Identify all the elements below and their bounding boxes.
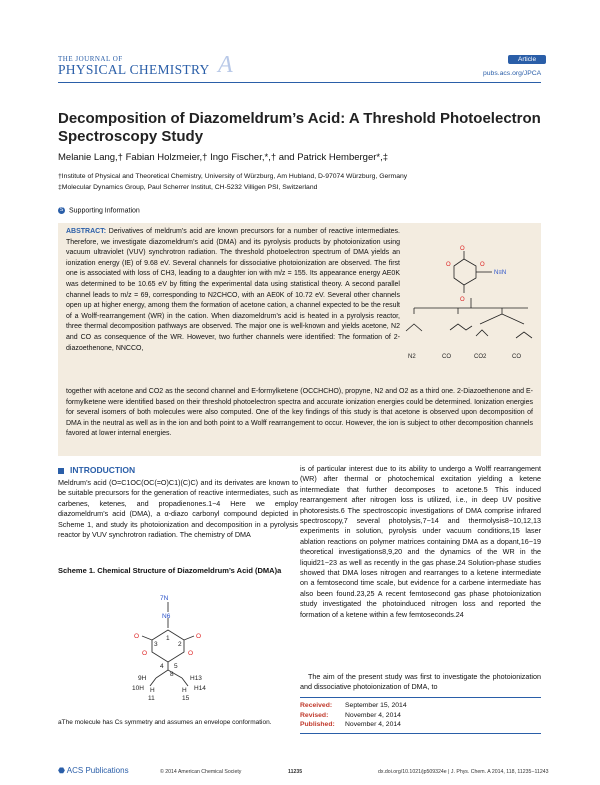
- svg-text:O: O: [446, 262, 451, 268]
- graphic-label-4: CO: [512, 354, 521, 360]
- atom-label: O: [196, 633, 202, 640]
- article-badge: Article: [508, 55, 546, 64]
- atom-label: 3: [154, 641, 158, 648]
- intro-column-2: is of particular interest due to its ability to undergo a Wolff rearrangement (WR) after thermal or photochemical excitation yielding a ketene intermediate that further decomposes to acetone.5 This induced rearrangement after nitrogen loss is utilized, i.e., in deep UV positive photoresists.6 The spectroscopic investigations of DMA comprise infrared spectroscopy,7 several photolysis,7−14 and thermolysis8−10,12,13 experiments in solution, pyrolysis under vacuum conditions,15 laser ablation reactions on polymer matrices containing DMA as a dopant,16−19 theoretical investigations8,9,20 and the dynamics of the WR in the liquid21−23 as well as recently in the gas phase.24 Solution-phase studies showed that DMA loses nitrogen and rearranges to a ketene intermediate on a femtosecond time scale, but evidence for a carbene intermediate has also been found.23,25 A recent femtosecond gas phase photoionization study investigated the photoinduced nitrogen loss and reported the formation of a ketene within a few femtoseconds.24: [300, 464, 541, 619]
- acs-publications-logo: [58, 766, 129, 775]
- abstract-text-1: Derivatives of meldrum’s acid are known precursors for a number of reactive intermediates. Therefore, we investigate diazomeldrum’s acid (DMA) and its pyrolysis products by photoionization using vacuum ultraviolet (VUV) synchrotron radiation. The threshold photoelectron spectrum of DMA yields an ionization energy (IE) of 9.68 eV. Several channels for dissociative photoionization are observed. The first one is associated with loss of CH3, leading to a daughter ion with m/z = 155. Its appearance energy AE0K was determined to be 10.65 eV by fitting the experimental data using statistical theory. A second parallel channel leads to m/z = 69, corresponding to N2CHCO, with an AE0K of 10.72 eV. Several other channels open up at higher energy, among them the formation of acetone cation, a channel expected to be the result of a Wolff-rearrangement (WR) in the cation. When diazomeldrum’s acid is heated in a pyrolysis reactor, three thermal decomposition pathways are observed. The major one is well-known and yields acetone, N2 and CO as consequence of the WR. However, two further channels were identified: The formation of 2-diazoethenone, NNCCO,: [66, 228, 400, 352]
- affiliation-1: †Institute of Physical and Theoretical Chemistry, University of Würzburg, Am Hubland, D-97074 Würzburg, Germany: [58, 173, 408, 180]
- abstract-label: ABSTRACT:: [66, 228, 107, 235]
- graphic-label-1: N2: [408, 354, 416, 360]
- scheme-footnote: aThe molecule has Cs symmetry and assumes an envelope conformation.: [58, 719, 272, 726]
- supporting-info-link[interactable]: [58, 207, 140, 214]
- svg-text:O: O: [460, 297, 465, 303]
- introduction-heading-text: INTRODUCTION: [70, 465, 136, 475]
- atom-label: 4: [160, 663, 164, 670]
- atom-label: 1: [166, 635, 170, 642]
- publisher-label: ACS Publications: [66, 766, 129, 775]
- atom-label: 10H: [132, 685, 144, 692]
- author-list: Melanie Lang,† Fabian Holzmeier,† Ingo Fischer,*,† and Patrick Hemberger*,‡: [58, 152, 389, 163]
- scheme-title: Scheme 1. Chemical Structure of Diazomeldrum’s Acid (DMA)a: [58, 566, 282, 575]
- atom-label: 8: [170, 671, 174, 678]
- section-marker-icon: [58, 468, 64, 474]
- intro-column-2b: The aim of the present study was first to investigate the photoionization and dissociative photoionization of DMA, to: [300, 672, 541, 692]
- journal-logo-top: THE JOURNAL OF: [58, 55, 123, 63]
- atom-label: H13: [190, 675, 202, 682]
- atom-label: H14: [194, 685, 206, 692]
- graphic-label-2: CO: [442, 354, 451, 360]
- history-received: Received: September 15, 2014: [300, 702, 407, 709]
- atom-label: H: [150, 687, 155, 694]
- history-revised: Revised: November 4, 2014: [300, 711, 401, 719]
- history-published: Published: November 4, 2014: [300, 721, 401, 728]
- svg-text:O: O: [460, 246, 465, 252]
- acs-logo-icon: ⬣: [58, 766, 65, 775]
- abstract-part2: together with acetone and CO2 as the second channel and E-formylketene (OCCHCHO), propyne, N2 and O2 as a third one. 2-Diazoethenone and E-formylketene were identified based on their threshold photoelectron spectra and accurate ionization energies could be determined. Ionization energies for several isomers of both molecules were also computed. One of the key findings of this study is that acetone is observed upon decomposition of DMA in the neutral as well as in the ion and both point to a Wolff rearrangement to occur. However, the ion is subject to other decomposition channels favored at lower internal energies.: [66, 388, 533, 438]
- atom-label: N6: [162, 613, 171, 620]
- supporting-info-icon: S: [59, 207, 64, 213]
- atom-label: O: [142, 650, 148, 657]
- paper-title: Decomposition of Diazomeldrum’s Acid: A Threshold Photoelectron Spectroscopy Study: [58, 110, 541, 145]
- abstract-graphic: [402, 226, 540, 386]
- atom-label: 5: [174, 663, 178, 670]
- abstract-part1: [66, 227, 400, 354]
- atom-label: 7N: [160, 595, 169, 602]
- introduction-heading: [58, 465, 135, 475]
- svg-text:N≡N: N≡N: [494, 270, 507, 276]
- atom-label: O: [134, 633, 140, 640]
- supporting-info-label: Supporting Information: [69, 207, 140, 215]
- graphic-label-3: CO2: [474, 354, 487, 360]
- journal-logo-main: PHYSICAL CHEMISTRY: [58, 62, 210, 77]
- scheme-structure: [120, 590, 240, 702]
- footer-doi[interactable]: dx.doi.org/10.1021/jp509324e | J. Phys. Chem. A 2014, 118, 11235−11243: [378, 769, 549, 775]
- atom-label: O: [188, 650, 194, 657]
- atom-label: 9H: [138, 675, 147, 682]
- svg-text:O: O: [480, 262, 485, 268]
- header-rule: [58, 82, 541, 83]
- atom-label: H: [182, 687, 187, 694]
- atom-label: 15: [182, 695, 190, 702]
- article-history: [300, 697, 541, 734]
- footer-page: 11235: [288, 769, 303, 775]
- footer-copyright: © 2014 American Chemical Society: [160, 769, 242, 775]
- affiliation-2: ‡Molecular Dynamics Group, Paul Scherrer Institut, CH-5232 Villigen PSI, Switzerland: [58, 184, 318, 191]
- journal-logo-letter: A: [218, 52, 233, 78]
- intro-column-1: Meldrum’s acid (O=C1OC(OC(=O)C1)(C)C) and its derivates are known to be suitable precursors for the generation of reactive intermediates, such as carbenes, ketenes, and propadienones.1−4 Here we employ diazomeldrum’s acid (DMA), a α-diazo carbonyl compound depicted in Scheme 1, and study its photoionization and decomposition in a pyrolysis reactor by VUV synchrotron radiation. The chemistry of DMA: [58, 478, 298, 540]
- atom-label: 2: [178, 641, 182, 648]
- journal-url-link[interactable]: pubs.acs.org/JPCA: [483, 70, 542, 77]
- atom-label: 11: [148, 695, 155, 702]
